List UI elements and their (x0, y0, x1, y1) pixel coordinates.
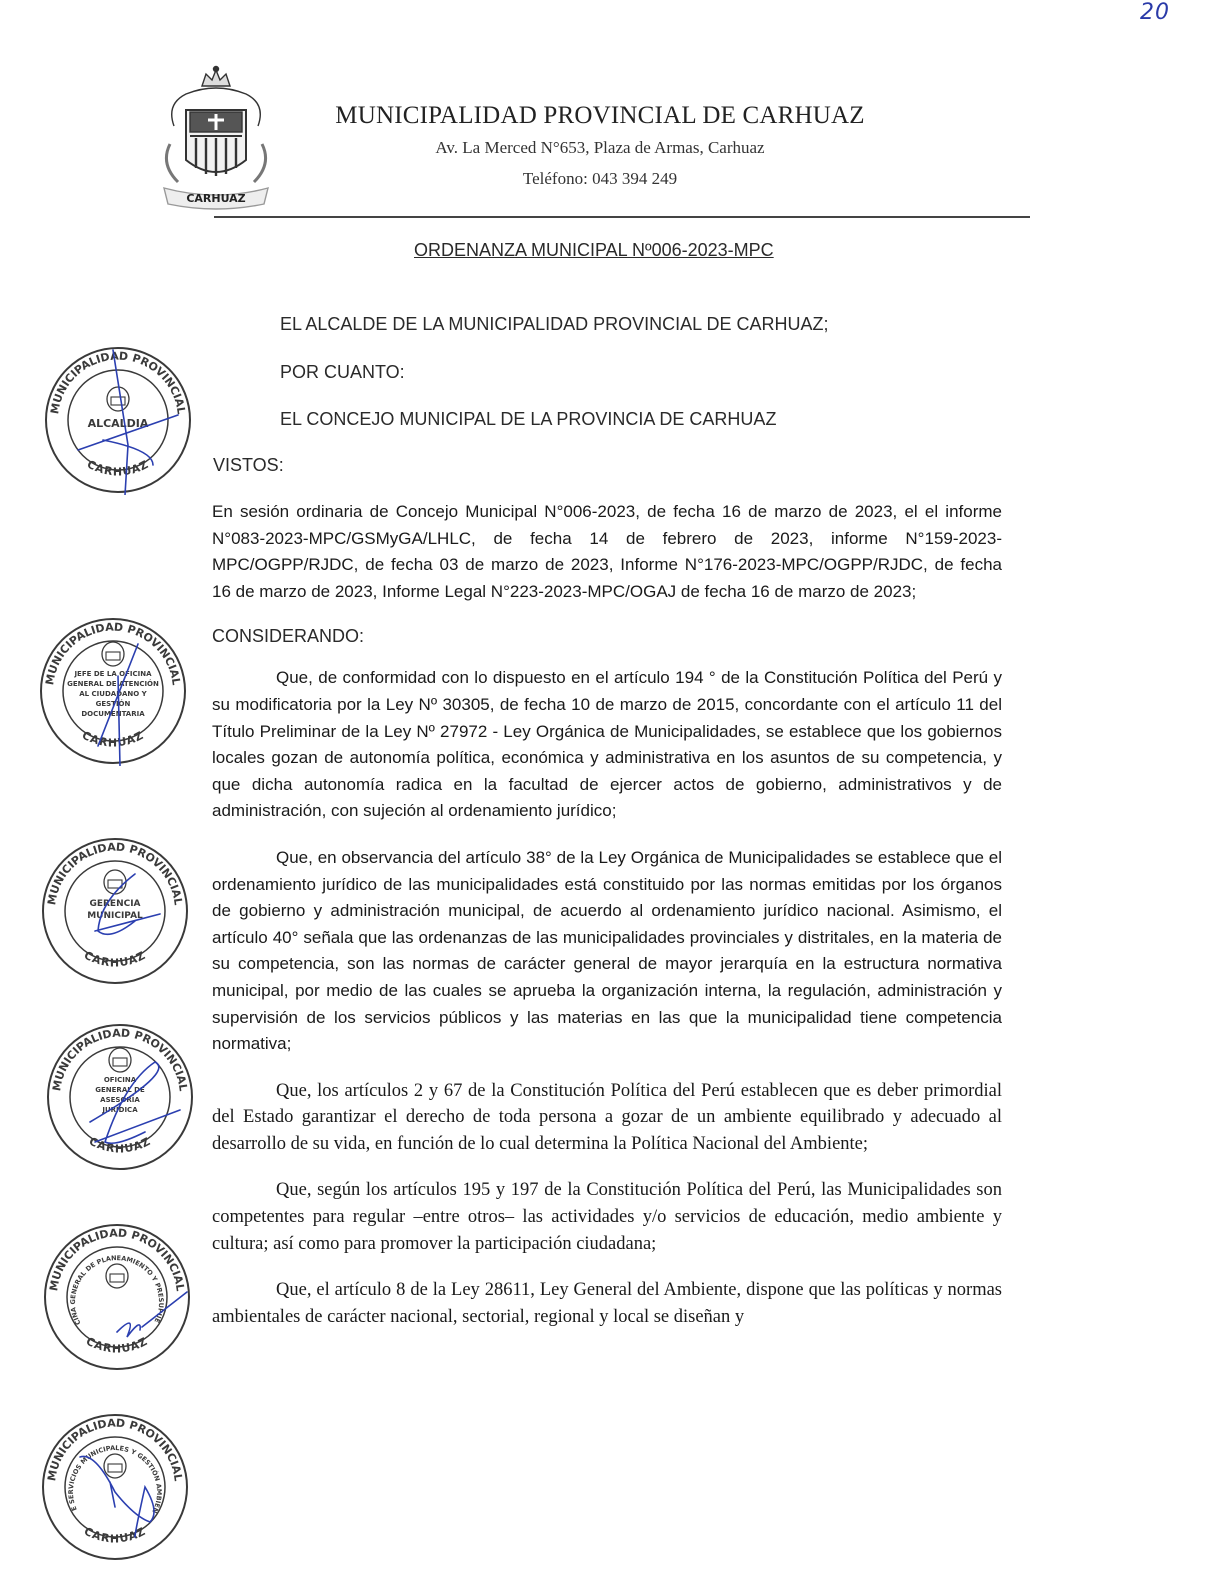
stamp-center-text: JEFE DE LA OFICINA (74, 670, 152, 678)
letterhead (300, 100, 900, 194)
stamp-graphic (42, 1222, 192, 1372)
stamp-center-text: JURÍDICA (102, 1106, 138, 1114)
signature-stroke (117, 1292, 187, 1337)
considerando-heading: CONSIDERANDO: (212, 626, 365, 647)
stamp-bottom-text: CARHUAZ (79, 728, 147, 750)
considerando-paragraph (212, 1177, 1002, 1257)
stamp-bottom-text: CARHUAZ (84, 457, 152, 479)
considerando-paragraph (212, 1078, 1002, 1158)
stamp-ring-text: MUNICIPALIDAD PROVINCIAL (45, 840, 185, 907)
preamble-por-cuanto: POR CUANTO: (280, 362, 405, 382)
municipal-crest-logo (156, 64, 276, 214)
considerando-text: Que, los artículos 2 y 67 de la Constitución Política del Perú establecen que es deber primordial del Estado garantizar el derecho de toda persona a gozar de un ambiente equilibrado y adecuado al desarrollo de su vida, en función de lo cual determina la Política Nacional del Ambiente; (212, 1080, 1002, 1154)
stamp-inner-ring-text: CINA GENERAL DE PLANEAMIENTO Y PRESUPUE (68, 1254, 166, 1327)
stamp-bottom-text: CARHUAZ (81, 948, 149, 970)
page-folio-number: 20 (1140, 0, 1170, 25)
stamp-center-text: DOCUMENTARIA (81, 710, 145, 718)
stamp-ring-text: MUNICIPALIDAD PROVINCIAL (45, 1416, 185, 1483)
considerando-text: Que, en observancia del artículo 38° de la Ley Orgánica de Municipalidades se establece que el ordenamiento jurídico de las municipalidades está constituido por las normas emitidas por los órganos de gobierno y administración municipal, de acuerdo al ordenamiento jurídico nacional. Asimismo, el artículo 40° señala que las ordenanzas de las municipalidades provinciales y distritales, en la materia de su competencia, son las normas de carácter general de mayor jerarquía en la estructura normativa municipal, por medio de las cuales se aprueba la organización interna, la regulación, administración y supervisión de los servicios públicos y las materias en las que la municipalidad tiene competencia normativa; (212, 847, 1002, 1054)
considerando-paragraph (212, 665, 1002, 825)
stamp-graphic (40, 836, 190, 986)
seal-servicios-municipales (40, 1412, 190, 1562)
stamp-center-text: GESTIÓN (95, 700, 131, 708)
stamp-bottom-text: CARHUAZ (81, 1524, 149, 1546)
seal-planeamiento-presupuesto (42, 1222, 192, 1372)
considerando-paragraph (212, 1277, 1002, 1330)
signature-stroke (80, 1456, 154, 1537)
considerando-paragraph (212, 845, 1002, 1058)
stamp-center-text: GENERAL DE ATENCIÓN (67, 680, 159, 688)
stamp-graphic (40, 1412, 190, 1562)
stamp-center-text: GENERAL DE (95, 1086, 145, 1094)
stamp-ring-text: MUNICIPALIDAD PROVINCIAL (48, 349, 188, 416)
preamble-mayor: EL ALCALDE DE LA MUNICIPALIDAD PROVINCIAL DE CARHUAZ; (280, 314, 829, 334)
ordinance-title: ORDENANZA MUNICIPAL Nº006-2023-MPC (414, 240, 774, 260)
stamp-center-text: GERENCIA (89, 899, 141, 909)
institution-address: Av. La Merced N°653, Plaza de Armas, Carhuaz (435, 138, 765, 157)
stamp-graphic (38, 616, 188, 766)
stamp-bottom-text: CARHUAZ (83, 1334, 151, 1356)
stamp-graphic (45, 1022, 195, 1172)
vistos-paragraph: En sesión ordinaria de Concejo Municipal N°006-2023, de fecha 16 de marzo de 2023, el el informe N°083-2023-MPC/GSMyGA/LHLC, de fecha 14 de febrero de 2023, informe N°159-2023-MPC/OGPP/RJDC, de fecha 03 de marzo de 2023, Informe N°176-2023-MPC/OGPP/RJDC, de fecha 16 de marzo de 2023, Informe Legal N°223-2023-MPC/OGAJ de fecha 16 de marzo de 2023; (212, 502, 1002, 601)
seal-alcaldia (43, 345, 193, 495)
header-divider (214, 216, 1030, 218)
stamp-bottom-text: CARHUAZ (86, 1134, 154, 1156)
institution-name: MUNICIPALIDAD PROVINCIAL DE CARHUAZ (335, 102, 865, 129)
considerando-text: Que, según los artículos 195 y 197 de la Constitución Política del Perú, las Municipalidades son competentes para regular –entre otros– las actividades y/o servicios de educación, medio ambiente y cultura; así como para promover la participación ciudadana; (212, 1180, 1002, 1254)
seal-gerencia-municipal (40, 836, 190, 986)
stamp-inner-ring-text: E SERVICIOS MUNICIPALES Y GESTIÓN AMBIEN (66, 1444, 164, 1515)
stamp-ring-text: MUNICIPALIDAD PROVINCIAL (43, 620, 183, 687)
stamp-center-text: MUNICIPAL (87, 911, 143, 921)
preamble-council: EL CONCEJO MUNICIPAL DE LA PROVINCIA DE CARHUAZ (280, 409, 777, 429)
stamp-center-text: ASESORÍA (100, 1096, 140, 1104)
seal-asesoria-juridica (45, 1022, 195, 1172)
stamp-center-text: AL CIUDADANO Y (79, 690, 147, 698)
stamp-graphic (43, 345, 193, 495)
crest-label: CARHUAZ (186, 192, 246, 205)
considerando-text: Que, de conformidad con lo dispuesto en el artículo 194 ° de la Constitución Política del Perú y su modificatoria por la Ley Nº 30305, de fecha 10 de marzo de 2015, concordante con el artículo 11 del Título Preliminar de la Ley Nº 27972 - Ley Orgánica de Municipalidades, se establece que los gobiernos locales gozan de autonomía política, económica y administrativa en los asuntos de su competencia, y que dicha autonomía radica en la facultad de ejercer actos de gobierno, administrativos y de administración, con sujeción al ordenamiento jurídico; (212, 668, 1002, 821)
stamp-center-text: OFICINA (103, 1076, 137, 1084)
seal-atencion-ciudadano (38, 616, 188, 766)
vistos-heading: VISTOS: (213, 455, 284, 475)
institution-phone: Teléfono: 043 394 249 (522, 169, 678, 188)
stamp-ring-text: MUNICIPALIDAD PROVINCIAL (50, 1026, 190, 1093)
stamp-ring-text: MUNICIPALIDAD PROVINCIAL (47, 1226, 187, 1293)
considerando-text: Que, el artículo 8 de la Ley 28611, Ley General del Ambiente, dispone que las políticas y normas ambientales de carácter nacional, sectorial, regional y local se diseñan y (212, 1280, 1002, 1327)
stamp-center-text: ALCALDIA (87, 417, 149, 430)
document-body (212, 499, 1002, 1330)
